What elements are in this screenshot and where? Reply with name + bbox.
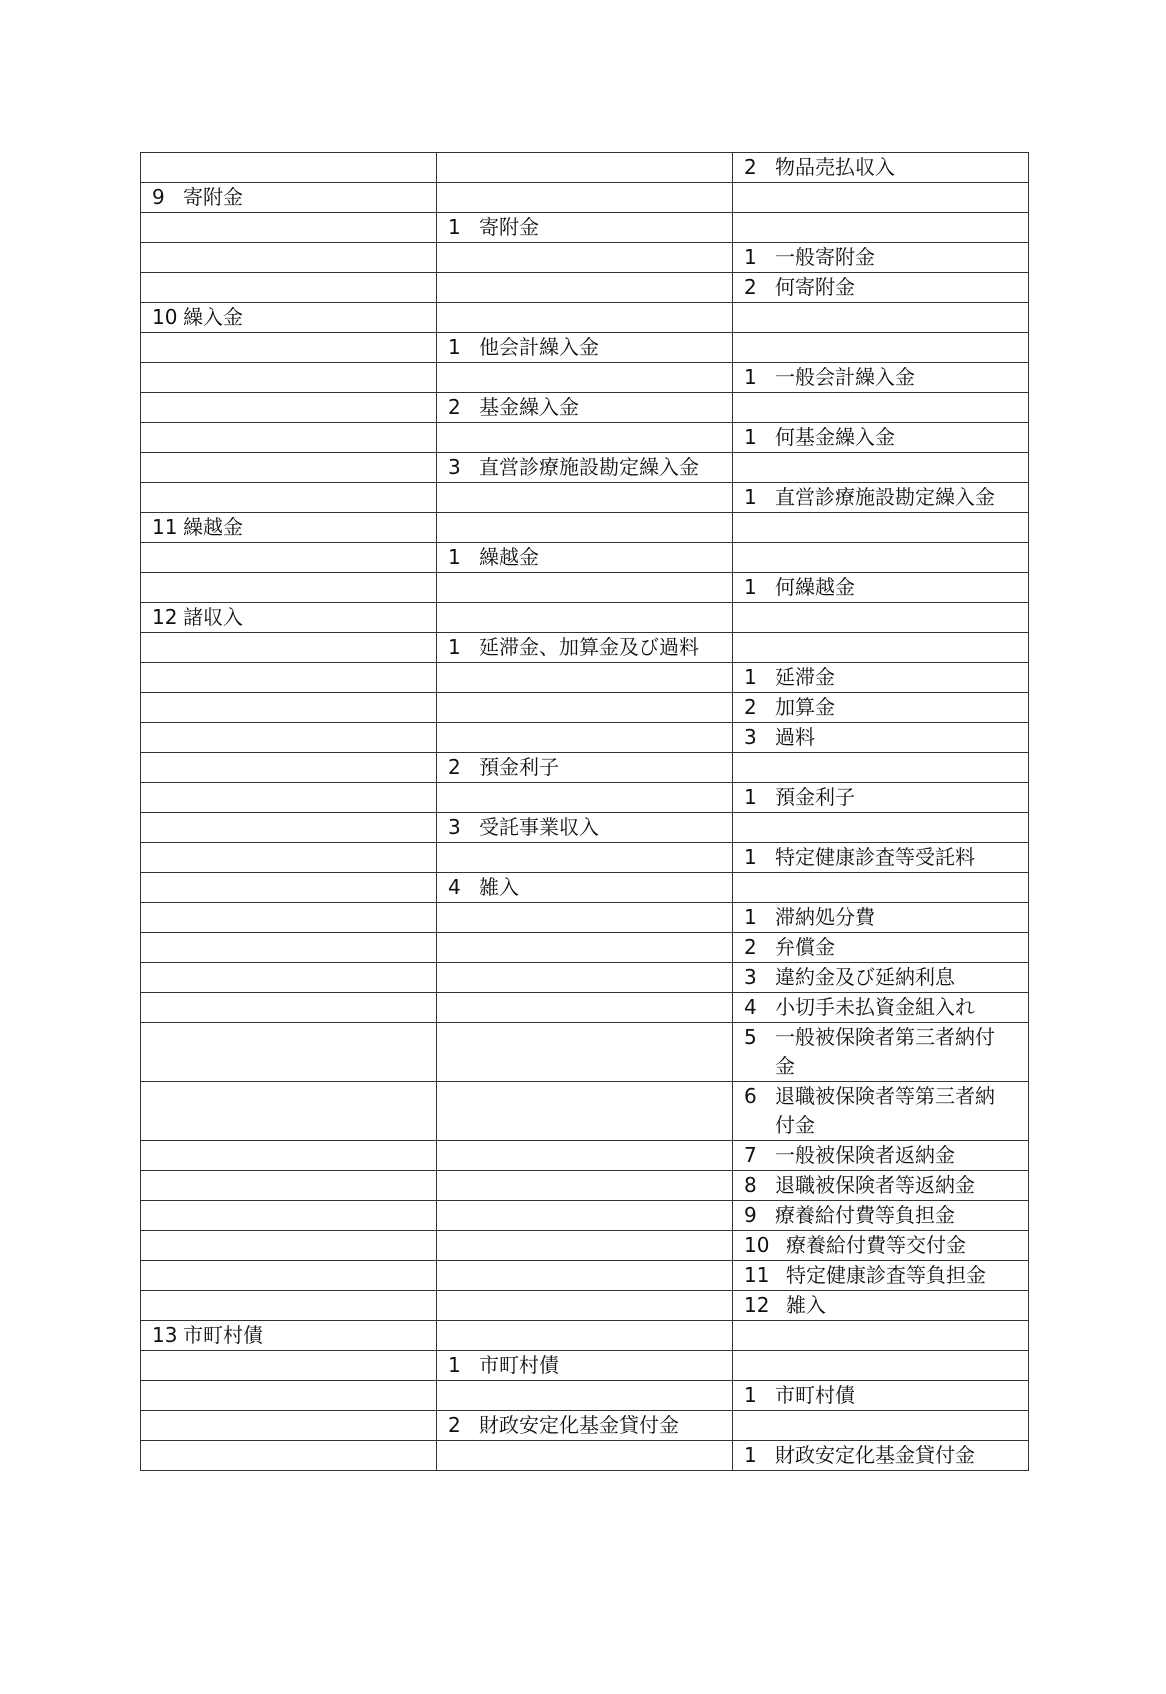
kan-cell [141,1321,437,1351]
table-row [141,963,1029,993]
table-row [141,1261,1029,1291]
moku-cell [733,243,1029,273]
kan-cell [141,723,437,753]
table-row [141,843,1029,873]
entry [448,453,722,482]
table-row [141,513,1029,543]
kan-cell [141,513,437,543]
kou-cell [437,1082,733,1141]
entry-number: 8 [744,1173,757,1197]
entry [744,933,1018,962]
table-row [141,243,1029,273]
entry-label: 違約金及び延納利息 [775,965,955,989]
entry-label: 退職被保険者等返納金 [775,1173,975,1197]
entry-label: 繰越金 [183,515,243,539]
table-row [141,183,1029,213]
table-row [141,483,1029,513]
entry [744,483,1018,512]
entry-number: 2 [744,155,757,179]
table-body [141,153,1029,1471]
table-row [141,1411,1029,1441]
entry-label: 寄附金 [183,185,243,209]
kan-cell [141,1291,437,1321]
table-row [141,1201,1029,1231]
kan-cell [141,543,437,573]
entry [744,363,1018,392]
table-row [141,1381,1029,1411]
entry [744,1381,1018,1410]
table-row [141,903,1029,933]
moku-cell [733,1381,1029,1411]
moku-cell [733,1171,1029,1201]
moku-cell [733,933,1029,963]
moku-cell [733,1201,1029,1231]
entry-label: 一般寄附金 [775,245,875,269]
kan-cell [141,933,437,963]
kou-cell [437,483,733,513]
kan-cell [141,1351,437,1381]
entry [744,1023,1018,1081]
moku-cell [733,1082,1029,1141]
entry-label: 何基金繰入金 [775,425,895,449]
entry [448,753,722,782]
entry [448,333,722,362]
entry-number: 9 [744,1203,757,1227]
entry [448,633,722,662]
entry-label: 基金繰入金 [479,395,579,419]
entry [744,1171,1018,1200]
entry [744,693,1018,722]
kan-cell [141,573,437,603]
table-row [141,993,1029,1023]
entry-label: 一般被保険者第三者納付金 [775,1025,995,1078]
table-row [141,1441,1029,1471]
kan-cell [141,693,437,723]
moku-cell [733,1321,1029,1351]
entry [744,1291,1018,1320]
table-row [141,603,1029,633]
table-row [141,543,1029,573]
moku-cell [733,363,1029,393]
entry [152,183,426,212]
moku-cell [733,693,1029,723]
table-row [141,723,1029,753]
entry-number: 1 [448,215,461,239]
kou-cell [437,1023,733,1082]
kou-cell [437,723,733,753]
kan-cell [141,813,437,843]
table-row [141,333,1029,363]
kan-cell [141,1441,437,1471]
entry-label: 小切手未払資金組入れ [775,995,975,1019]
entry-number: 1 [744,1443,757,1467]
table-row [141,1141,1029,1171]
kou-cell [437,243,733,273]
kan-cell [141,333,437,363]
entry-label: 直営診療施設勘定繰入金 [775,485,995,509]
kou-cell [437,213,733,243]
entry-label: 繰越金 [479,545,539,569]
entry-label: 市町村債 [183,1323,263,1347]
entry-label: 弁償金 [775,935,835,959]
entry-number: 1 [744,845,757,869]
entry [448,1411,722,1440]
kou-cell [437,753,733,783]
entry-number: 12 [152,605,178,629]
entry [744,573,1018,602]
kan-cell [141,423,437,453]
entry-label: 市町村債 [479,1353,559,1377]
kan-cell [141,843,437,873]
entry [448,873,722,902]
entry [152,303,426,332]
kou-cell [437,1291,733,1321]
entry-number: 1 [744,575,757,599]
table-row [141,423,1029,453]
moku-cell [733,1291,1029,1321]
kan-cell [141,453,437,483]
entry-number: 11 [744,1263,770,1287]
entry-number: 9 [152,185,165,209]
entry-label: 雑入 [479,875,519,899]
entry [744,783,1018,812]
entry-number: 5 [744,1025,757,1049]
kou-cell [437,1351,733,1381]
entry-number: 1 [744,905,757,929]
entry-number: 1 [744,365,757,389]
moku-cell [733,1351,1029,1381]
moku-cell [733,183,1029,213]
kou-cell [437,573,733,603]
moku-cell [733,333,1029,363]
entry-label: 寄附金 [479,215,539,239]
kan-cell [141,1201,437,1231]
kou-cell [437,543,733,573]
entry-number: 1 [448,635,461,659]
entry-number: 1 [744,785,757,809]
entry-number: 3 [448,455,461,479]
moku-cell [733,1023,1029,1082]
table-row [141,1082,1029,1141]
kan-cell [141,873,437,903]
table-row [141,693,1029,723]
moku-cell [733,873,1029,903]
entry [744,993,1018,1022]
entry-number: 3 [448,815,461,839]
moku-cell [733,1261,1029,1291]
entry-label: 療養給付費等交付金 [786,1233,966,1257]
kan-cell [141,153,437,183]
moku-cell [733,213,1029,243]
moku-cell [733,813,1029,843]
entry-number: 3 [744,965,757,989]
kan-cell [141,1411,437,1441]
entry-label: 特定健康診査等負担金 [786,1263,986,1287]
table-row [141,1291,1029,1321]
kou-cell [437,933,733,963]
kou-cell [437,603,733,633]
kan-cell [141,903,437,933]
entry-label: 他会計繰入金 [479,335,599,359]
entry-label: 財政安定化基金貸付金 [479,1413,679,1437]
kan-cell [141,393,437,423]
entry [744,843,1018,872]
kou-cell [437,993,733,1023]
table-row [141,363,1029,393]
entry [744,243,1018,272]
table-row [141,453,1029,483]
moku-cell [733,633,1029,663]
entry-label: 何寄附金 [775,275,855,299]
moku-cell [733,1411,1029,1441]
table-row [141,1351,1029,1381]
entry-number: 1 [448,335,461,359]
kou-cell [437,663,733,693]
kan-cell [141,753,437,783]
moku-cell [733,603,1029,633]
kan-cell [141,213,437,243]
table-row [141,153,1029,183]
kou-cell [437,873,733,903]
kou-cell [437,693,733,723]
moku-cell [733,663,1029,693]
kou-cell [437,273,733,303]
table-row [141,633,1029,663]
moku-cell [733,513,1029,543]
entry-label: 滞納処分費 [775,905,875,929]
entry-label: 一般会計繰入金 [775,365,915,389]
entry [744,153,1018,182]
table-row [141,933,1029,963]
entry [744,1261,1018,1290]
moku-cell [733,843,1029,873]
entry-label: 加算金 [775,695,835,719]
entry [744,1441,1018,1470]
kou-cell [437,153,733,183]
entry [448,543,722,572]
kou-cell [437,513,733,543]
kan-cell [141,993,437,1023]
kou-cell [437,1441,733,1471]
moku-cell [733,453,1029,483]
kan-cell [141,1171,437,1201]
entry-label: 諸収入 [183,605,243,629]
entry [448,213,722,242]
entry [744,963,1018,992]
kou-cell [437,813,733,843]
kan-cell [141,483,437,513]
kou-cell [437,1411,733,1441]
kan-cell [141,303,437,333]
kou-cell [437,843,733,873]
moku-cell [733,423,1029,453]
entry [744,723,1018,752]
kan-cell [141,783,437,813]
table-row [141,1321,1029,1351]
entry-number: 1 [744,1383,757,1407]
entry-number: 2 [744,275,757,299]
table-row [141,273,1029,303]
entry [152,1321,426,1350]
entry [744,1082,1018,1140]
entry-number: 2 [448,755,461,779]
table-row [141,393,1029,423]
entry [744,1141,1018,1170]
entry-label: 何繰越金 [775,575,855,599]
moku-cell [733,573,1029,603]
table-row [141,573,1029,603]
entry-number: 2 [744,935,757,959]
entry-number: 4 [448,875,461,899]
table-row [141,663,1029,693]
kan-cell [141,1141,437,1171]
entry-label: 預金利子 [775,785,855,809]
kou-cell [437,1201,733,1231]
kan-cell [141,1023,437,1082]
moku-cell [733,783,1029,813]
entry-number: 4 [744,995,757,1019]
entry [744,273,1018,302]
entry-label: 一般被保険者返納金 [775,1143,955,1167]
entry-label: 市町村債 [775,1383,855,1407]
entry-label: 財政安定化基金貸付金 [775,1443,975,1467]
table-row [141,1231,1029,1261]
moku-cell [733,273,1029,303]
table-row [141,753,1029,783]
kou-cell [437,333,733,363]
entry-label: 直営診療施設勘定繰入金 [479,455,699,479]
moku-cell [733,723,1029,753]
kou-cell [437,903,733,933]
entry-number: 10 [744,1233,770,1257]
entry [744,1201,1018,1230]
entry [744,663,1018,692]
kou-cell [437,393,733,423]
entry-number: 2 [448,1413,461,1437]
entry-number: 1 [744,665,757,689]
kan-cell [141,1381,437,1411]
entry-number: 1 [744,425,757,449]
moku-cell [733,993,1029,1023]
moku-cell [733,483,1029,513]
kou-cell [437,783,733,813]
kan-cell [141,363,437,393]
table-row [141,303,1029,333]
kan-cell [141,1231,437,1261]
entry-label: 延滞金、加算金及び過料 [479,635,699,659]
moku-cell [733,963,1029,993]
table-row [141,1023,1029,1082]
entry-label: 特定健康診査等受託料 [775,845,975,869]
moku-cell [733,1441,1029,1471]
moku-cell [733,1141,1029,1171]
kan-cell [141,243,437,273]
entry [744,1231,1018,1260]
entry-number: 1 [448,545,461,569]
entry-number: 2 [448,395,461,419]
entry-number: 12 [744,1293,770,1317]
entry-number: 6 [744,1084,757,1108]
revenue-classification-table [140,152,1029,1471]
table-row [141,1171,1029,1201]
kou-cell [437,1141,733,1171]
moku-cell [733,153,1029,183]
kou-cell [437,303,733,333]
entry-label: 預金利子 [479,755,559,779]
entry-number: 1 [744,245,757,269]
table-row [141,813,1029,843]
kou-cell [437,1381,733,1411]
kan-cell [141,1261,437,1291]
entry-label: 物品売払収入 [775,155,895,179]
entry [448,393,722,422]
entry-number: 1 [744,485,757,509]
entry-label: 受託事業収入 [479,815,599,839]
table-row [141,873,1029,903]
moku-cell [733,903,1029,933]
kan-cell [141,183,437,213]
entry-label: 延滞金 [775,665,835,689]
kan-cell [141,1082,437,1141]
kou-cell [437,1321,733,1351]
entry-number: 13 [152,1323,178,1347]
entry-label: 雑入 [786,1293,826,1317]
entry [744,903,1018,932]
entry-label: 過料 [775,725,815,749]
moku-cell [733,1231,1029,1261]
kan-cell [141,603,437,633]
kan-cell [141,273,437,303]
kan-cell [141,663,437,693]
kou-cell [437,1261,733,1291]
table-row [141,213,1029,243]
entry [448,1351,722,1380]
moku-cell [733,543,1029,573]
kou-cell [437,363,733,393]
entry [152,603,426,632]
entry-label: 退職被保険者等第三者納付金 [775,1084,995,1137]
entry-label: 療養給付費等負担金 [775,1203,955,1227]
entry-number: 10 [152,305,178,329]
entry-label: 繰入金 [183,305,243,329]
table-row [141,783,1029,813]
moku-cell [733,303,1029,333]
kou-cell [437,633,733,663]
kou-cell [437,423,733,453]
entry [152,513,426,542]
kou-cell [437,1231,733,1261]
kan-cell [141,633,437,663]
moku-cell [733,393,1029,423]
entry [448,813,722,842]
entry-number: 1 [448,1353,461,1377]
kan-cell [141,963,437,993]
kou-cell [437,1171,733,1201]
kou-cell [437,963,733,993]
entry-number: 11 [152,515,178,539]
entry-number: 2 [744,695,757,719]
entry [744,423,1018,452]
kou-cell [437,183,733,213]
moku-cell [733,753,1029,783]
entry-number: 3 [744,725,757,749]
kou-cell [437,453,733,483]
entry-number: 7 [744,1143,757,1167]
